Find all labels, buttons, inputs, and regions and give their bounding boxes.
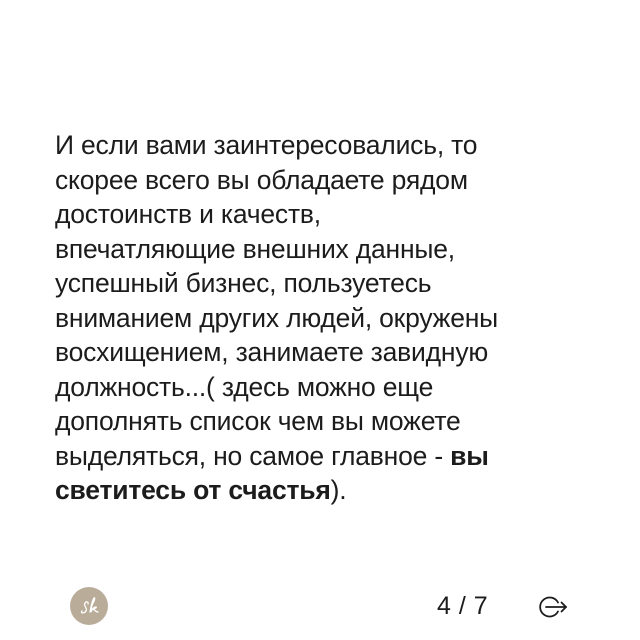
arrow-right-circle-icon	[536, 593, 570, 621]
highlight-text: светитесь от счастья	[55, 475, 331, 505]
text-segment: ).	[330, 475, 347, 505]
text-line: скорее всего вы обладаете рядом	[55, 164, 468, 195]
text-line: И если вами заинтересовались, то	[55, 130, 478, 160]
text-line: дополнять список чем вы можете	[55, 406, 461, 436]
text-line: достоинств и качеств,	[55, 199, 321, 229]
text-line: успешный бизнес, пользуетесь	[55, 268, 432, 298]
text-line: восхищением, занимаете завидную	[55, 337, 489, 367]
highlight-text: вы	[450, 440, 489, 471]
text-line: впечатляющие внешних данные,	[55, 233, 455, 264]
page-counter: 4 / 7	[437, 592, 489, 620]
text-line	[55, 439, 615, 474]
text-line: должность...( здесь можно еще	[55, 371, 434, 402]
next-slide-button[interactable]	[536, 593, 570, 621]
text-line	[55, 473, 615, 508]
brand-logo	[70, 587, 108, 625]
text-line: вниманием других людей, окружены	[55, 302, 499, 333]
signature-logo-icon	[74, 591, 104, 621]
slide-body-text	[55, 128, 615, 508]
text-segment: выделяться, но самое главное -	[55, 440, 451, 471]
